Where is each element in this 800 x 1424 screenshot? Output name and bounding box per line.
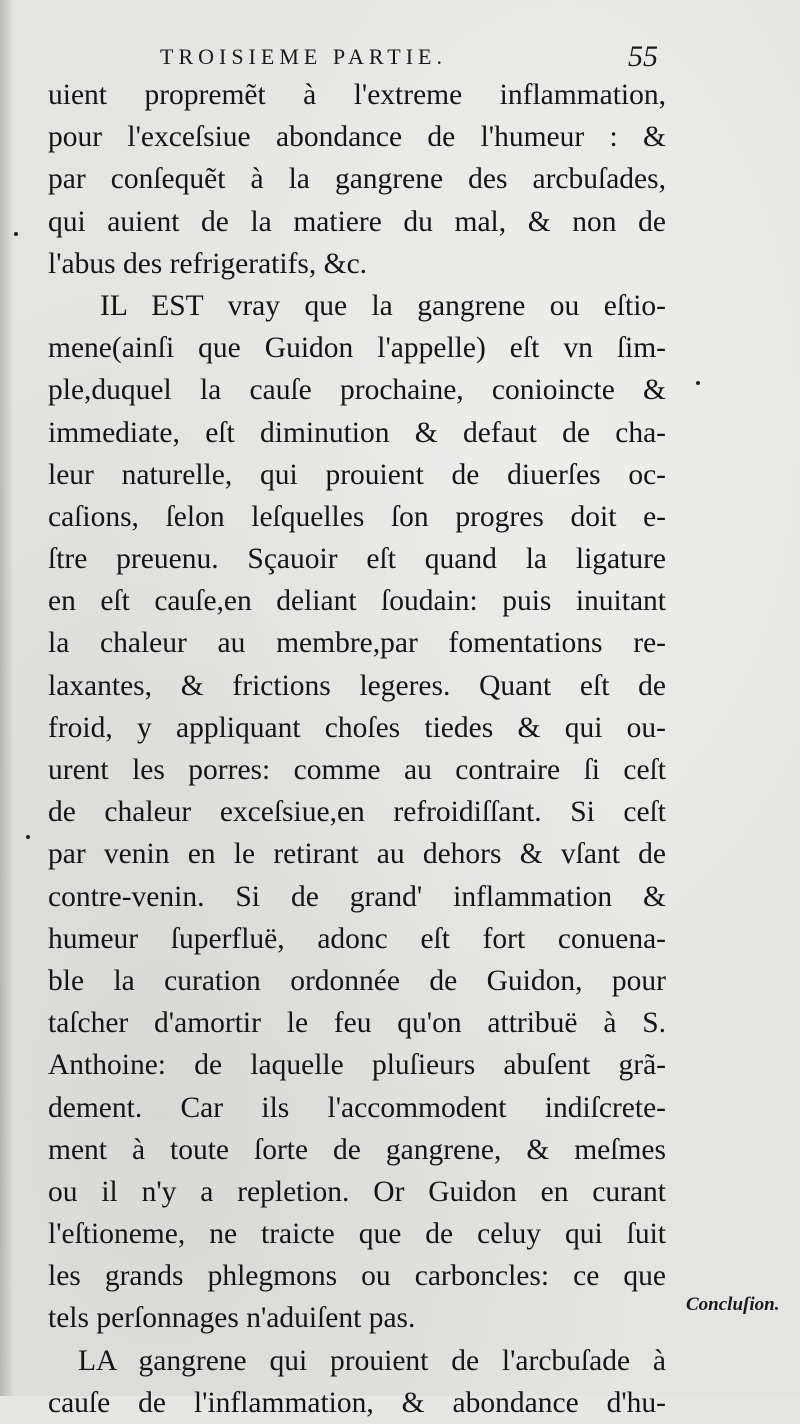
ink-speck [26, 835, 30, 839]
marginal-note: Concluſion. [686, 1294, 780, 1315]
gutter-shadow [0, 0, 14, 1396]
text-line: en eſt cauſe,en deliant ſoudain: puis inuitant [48, 585, 666, 618]
text-line: l'abus des refrigeratifs, &c. [48, 247, 368, 280]
text-line: laxantes, & frictions legeres. Quant eſt de [48, 669, 666, 702]
paragraph-start-line: IL EST vray que la gangrene ou eſtio- [100, 289, 666, 322]
text-line: urent les porres: comme au contraire ſi ceſt [48, 754, 666, 786]
text-line: caſions, ſelon leſquelles ſon progres doit e- [48, 500, 666, 533]
text-line: leur naturelle, qui prouient de diuerſes oc- [48, 458, 666, 491]
text-line: Anthoine: de laquelle pluſieurs abuſent grã- [48, 1049, 666, 1082]
text-line: froid, y appliquant choſes tiedes & qui ou- [48, 711, 666, 744]
text-line: dement. Car ils l'accommodent indiſcrete- [48, 1091, 666, 1124]
text-line: contre-venin. Si de grand' inflammation & [48, 880, 666, 913]
text-line: l'eſtioneme, ne traicte que de celuy qui ſuit [48, 1218, 666, 1251]
text-line: par conſequẽt à la gangrene des arcbuſades, [48, 163, 666, 196]
ink-speck [696, 381, 700, 385]
text-line: mene(ainſi que Guidon l'appelle) eſt vn ſim- [48, 332, 666, 365]
text-line: pour l'exceſsiue abondance de l'humeur : & [48, 121, 666, 154]
page-number: 55 [628, 40, 658, 73]
text-line: la chaleur au membre,par fomentations re- [48, 627, 666, 660]
text-line: ble la curation ordonnée de Guidon, pour [48, 964, 666, 997]
text-line: ou il n'y a repletion. Or Guidon en curant [48, 1175, 666, 1208]
text-line: immediate, eſt diminution & defaut de cha- [48, 416, 666, 449]
ink-speck [14, 232, 18, 236]
running-head: TROISIEME PARTIE. [160, 44, 447, 69]
text-line: taſcher d'amortir le feu qu'on attribuë à S. [48, 1007, 666, 1040]
text-line: les grands phlegmons ou carboncles: ce que [48, 1260, 666, 1293]
text-line: humeur ſuperfluë, adonc eſt fort conuena- [48, 922, 666, 955]
text-block [48, 74, 666, 1424]
text-line: qui auient de la matiere du mal, & non de [48, 205, 666, 238]
text-line: tels perſonnages n'aduiſent pas. [48, 1302, 416, 1335]
text-line: ple,duquel la cauſe prochaine, conioincte & [48, 374, 666, 407]
text-line: par venin en le retirant au dehors & vſant de [48, 838, 666, 871]
text-line: de chaleur exceſsiue,en refroidiſſant. Si ceſt [48, 796, 666, 829]
text-line: ment à toute ſorte de gangrene, & meſmes [48, 1133, 666, 1166]
text-line: uient propremẽt à l'extreme inflammation, [48, 79, 666, 111]
text-line: cauſe de l'inflammation, & abondance d'hu- [48, 1386, 666, 1419]
paragraph-start-line: LA gangrene qui prouient de l'arcbuſade à [78, 1344, 666, 1377]
text-line: ſtre preuenu. Sçauoir eſt quand la ligature [48, 543, 666, 576]
